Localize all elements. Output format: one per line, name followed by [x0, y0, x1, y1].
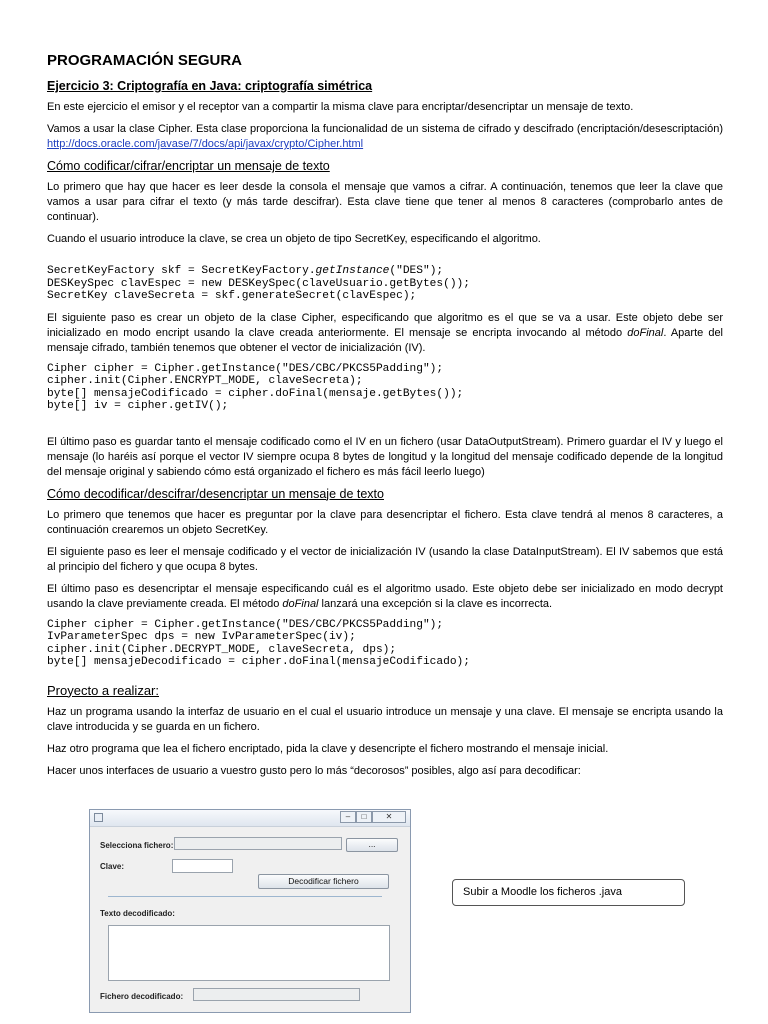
window-titlebar [90, 810, 410, 827]
code-line: Cipher cipher = Cipher.getInstance("DES/CBC/PKCS5Padding"); [47, 362, 444, 375]
text-run: El último paso es desencriptar el mensaje especificando cuál es el algoritmo usado. Este objeto debe ser inicializado en modo decrypt usando la clave previamente creada. El método [47, 582, 723, 610]
exercise-heading: Ejercicio 3: Criptografía en Java: criptografía simétrica [47, 79, 373, 93]
code-italic: getInstance [315, 265, 390, 277]
encode-paragraph-1: Lo primero que hay que hacer es leer desde la consola el mensaje que vamos a cifrar. A continuación, tenemos que leer la clave que vamos a usar para cifrar el texto (y más tarde descifrar). Esta clave tiene que tener al menos 8 caracteres (comprobarlo antes de continuar). [47, 181, 723, 223]
encode-paragraph-2: Cuando el usuario introduce la clave, se crea un objeto de tipo SecretKey, especificando el algoritmo. [47, 233, 541, 245]
code-line: Cipher cipher = Cipher.getInstance("DES/CBC/PKCS5Padding"); [47, 618, 444, 631]
decode-heading: Cómo decodificar/descifrar/desencriptar un mensaje de texto [47, 486, 384, 501]
code-line: DESKeySpec clavEspec = new DESKeySpec(claveUsuario.getBytes()); [47, 277, 470, 290]
code-line: byte[] iv = cipher.getIV(); [47, 400, 229, 412]
upload-note-box: Subir a Moodle los ficheros .java [452, 879, 685, 906]
key-label: Clave: [100, 862, 125, 871]
java-app-icon [94, 813, 103, 822]
encode-paragraph-4: El último paso es guardar tanto el mensaje codificado como el IV en un fichero (usar DataOutputStream). Primero guardar el IV y luego el mensaje (lo haréis así porque el vector IV siempre ocupa 8 bytes de longitud y la longitud del mensaje codificado depende de la longitud del mensaje original y sabiendo cómo está organizado el fichero es más fácil leerlo luego) [47, 435, 723, 478]
selected-file-field [174, 837, 342, 850]
browse-button[interactable]: ... [346, 838, 398, 852]
page-title: PROGRAMACIÓN SEGURA [47, 52, 243, 69]
text-run: . Aparte del mensaje cifrado, también tenemos que obtener el vector de inicialización (IV). [47, 326, 724, 354]
decoded-file-field [193, 988, 360, 1001]
cipher-docs-link[interactable]: http://docs.oracle.com/javase/7/docs/api/javax/crypto/Cipher.html [47, 138, 364, 150]
method-name: doFinal [627, 326, 664, 339]
separator-line [108, 896, 382, 897]
code-line: SecretKeyFactory skf = SecretKeyFactory. [47, 265, 316, 277]
code-line: ("DES"); [389, 265, 444, 277]
close-icon[interactable]: ✕ [372, 811, 406, 823]
intro-paragraph-2 [47, 122, 723, 152]
code-line: cipher.init(Cipher.ENCRYPT_MODE, claveSecreta); [47, 375, 363, 387]
project-paragraph-3: Hacer unos interfaces de usuario a vuestro gusto pero lo más “decorosos” posibles, algo así para decodificar: [47, 764, 581, 777]
decode-paragraph-2: El siguiente paso es leer el mensaje codificado y el vector de inicialización IV (usando la clase DataInputStream). El IV sabemos que está al principio del fichero y que ocupa 8 bytes. [47, 545, 723, 573]
decoder-window-mockup [89, 809, 411, 1013]
code-line: byte[] mensajeCodificado = cipher.doFinal(mensaje.getBytes()); [47, 387, 464, 400]
maximize-icon[interactable]: □ [356, 811, 372, 823]
encode-paragraph-3 [47, 311, 723, 356]
decoded-text-label: Texto decodificado: [100, 909, 175, 918]
project-heading: Proyecto a realizar: [47, 682, 159, 698]
select-file-label: Selecciona fichero: [100, 841, 174, 850]
method-name: doFinal [282, 597, 319, 610]
code-line: cipher.init(Cipher.DECRYPT_MODE, claveSecreta, dps); [47, 643, 397, 656]
text-run: El siguiente paso es crear un objeto de la clase Cipher, especificando que algoritmo es el que se va a usar. Este objeto debe ser inicializado en modo encript usando la clave creada anteriormente. El mensaje se encripta invocando al método [47, 311, 723, 339]
decoded-file-label: Fichero decodificado: [100, 992, 184, 1001]
decode-paragraph-3 [47, 582, 723, 612]
intro-paragraph-2-text: Vamos a usar la clase Cipher. Esta clase proporciona la funcionalidad de un sistema de cifrado y descifrado (encriptación/desescriptación) [47, 123, 723, 135]
code-line: byte[] mensajeDecodificado = cipher.doFinal(mensajeCodificado); [47, 656, 470, 668]
decode-paragraph-1: Lo primero que tenemos que hacer es preguntar por la clave para desencriptar el fichero. Esta clave tendrá al menos 8 caracteres, a continuación crearemos un objeto SecretKey. [47, 508, 723, 536]
decode-code-block [47, 619, 723, 669]
encode-code-block-2 [47, 363, 723, 413]
project-paragraph-1: Haz un programa usando la interfaz de usuario en el cual el usuario introduce un mensaje y una clave. El mensaje se encripta usando la clave introducida y se guarda en un fichero. [47, 705, 723, 733]
intro-paragraph-1: En este ejercicio el emisor y el receptor van a compartir la misma clave para encriptar/desencriptar un mensaje de texto. [47, 101, 634, 113]
project-paragraph-2: Haz otro programa que lea el fichero encriptado, pida la clave y desencripte el fichero mostrando el mensaje inicial. [47, 742, 609, 755]
minimize-icon[interactable]: – [340, 811, 356, 823]
document-page [47, 52, 723, 786]
encode-code-block-1 [47, 265, 723, 303]
decoded-text-area[interactable] [108, 925, 390, 981]
decode-file-button[interactable]: Decodificar fichero [258, 874, 389, 889]
text-run: lanzará una excepción si la clave es incorrecta. [318, 597, 553, 610]
encode-heading: Cómo codificar/cifrar/encriptar un mensaje de texto [47, 159, 330, 173]
code-line: IvParameterSpec dps = new IvParameterSpec(iv); [47, 631, 356, 643]
key-input[interactable] [172, 859, 233, 873]
code-line: SecretKey claveSecreta = skf.generateSecret(clavEspec); [47, 290, 417, 302]
